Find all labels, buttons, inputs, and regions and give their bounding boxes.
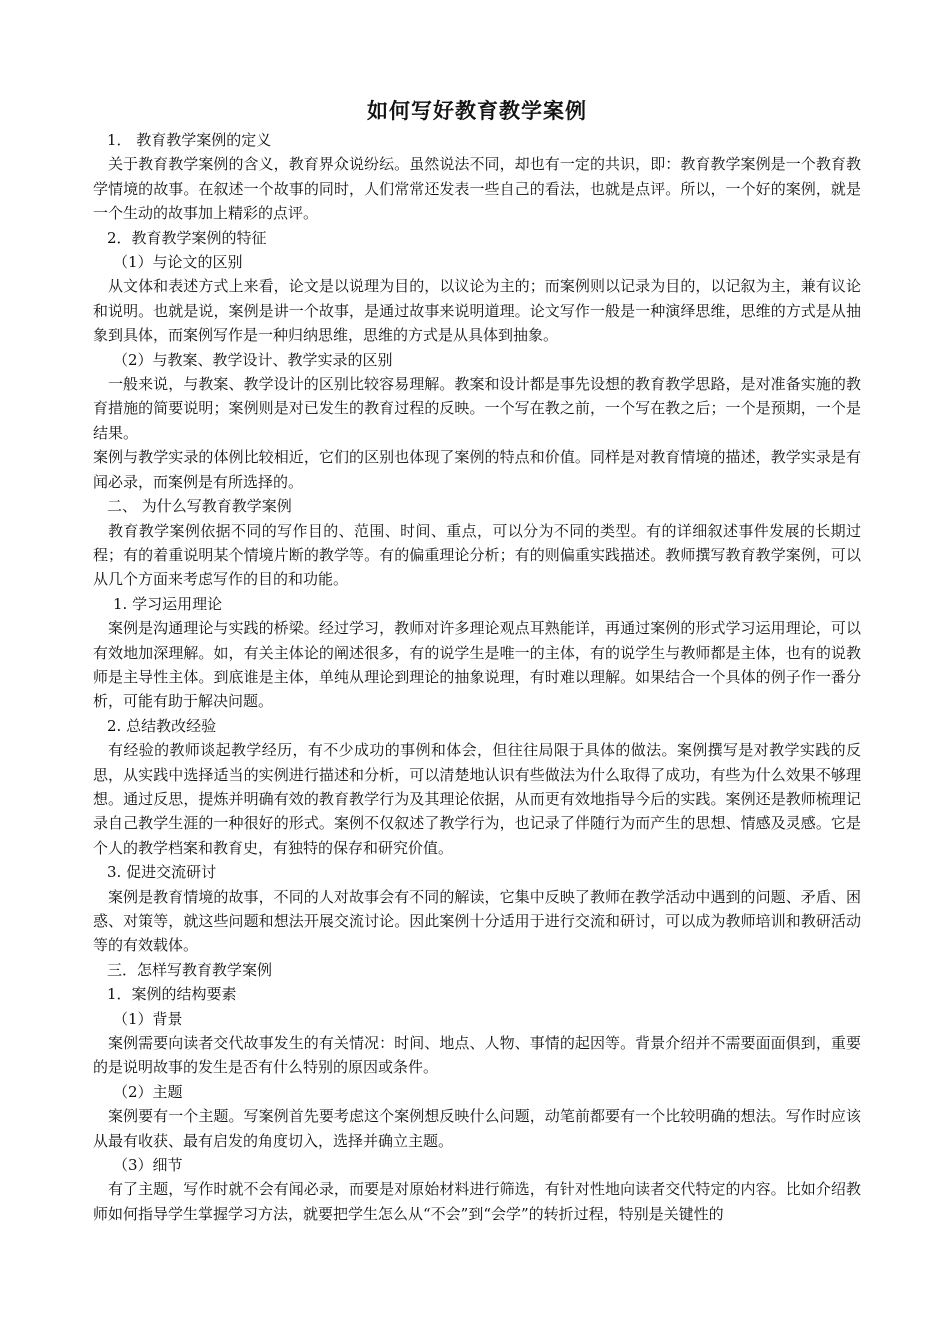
subsection-heading: 1．案例的结构要素 (107, 985, 237, 1004)
paragraph: 有经验的教师谈起教学经历，有不少成功的事例和体会，但往往局限于具体的做法。案例撰写是对教学实践的反思，从实践中选择适当的实例进行描述和分析，可以清楚地认识有些做法为什么取得了成功，有些为什么效果不够理想。通过反思，提炼并明确有效的教育教学行为及其理论依据，从而更有效地指导今后的实践。案例还是教师梳理记录自己教学生涯的一种很好的形式。案例不仅叙述了教学行为，也记录了伴随行为而产生的思想、情感及灵感。它是个人的教学档案和教育史，有独特的保存和研究价值。 (93, 741, 861, 857)
paragraph: 案例要有一个主题。写案例首先要考虑这个案例想反映什么问题，动笔前都要有一个比较明确的想法。写作时应该从最有收获、最有启发的角度切入，选择并确立主题。 (93, 1107, 861, 1150)
subsection-heading: （3）细节 (113, 1156, 183, 1175)
document-page (93, 96, 861, 1226)
subsection-heading: 3. 促进交流研讨 (107, 863, 217, 882)
section-heading: 三．怎样写教育教学案例 (107, 960, 273, 979)
subsection-heading: 1. 学习运用理论 (113, 594, 223, 613)
section-heading: 1． 教育教学案例的定义 (107, 131, 272, 149)
paragraph: 案例是沟通理论与实践的桥梁。经过学习，教师对许多理论观点耳熟能详，再通过案例的形式学习运用理论，可以有效地加深理解。如，有关主体论的阐述很多，有的说学生是唯一的主体，有的说学生与教师都是主体，也有的说教师是主导性主体。到底谁是主体，单纯从理论到理论的抽象说理，有时难以理解。如果结合一个具体的例子作一番分析，可能有助于解决问题。 (93, 619, 861, 711)
paragraph: 从文体和表述方式上来看，论文是以说理为目的，以议论为主的；而案例则以记录为目的，以记叙为主，兼有议论和说明。也就是说，案例是讲一个故事，是通过故事来说明道理。论文写作一般是一种演绎思维，思维的方式是从抽象到具体，而案例写作是一种归纳思维，思维的方式是从具体到抽象。 (93, 277, 861, 345)
paragraph: 教育教学案例依据不同的写作目的、范围、时间、重点，可以分为不同的类型。有的详细叙述事件发展的长期过程；有的着重说明某个情境片断的教学等。有的偏重理论分析；有的则偏重实践描述。教师撰写教育教学案例，可以从几个方面来考虑写作的目的和功能。 (93, 521, 861, 589)
paragraph: 一般来说，与教案、教学设计的区别比较容易理解。教案和设计都是事先设想的教育教学思路，是对准备实施的教育措施的简要说明；案例则是对已发生的教育过程的反映。一个写在教之前，一个写在教之后；一个是预期，一个是结果。 (93, 375, 861, 442)
section-heading: 二、 为什么写教育教学案例 (107, 497, 292, 516)
subsection-heading: （2）主题 (113, 1082, 183, 1101)
paragraph: 案例需要向读者交代故事发生的有关情况：时间、地点、人物、事情的起因等。背景介绍并不需要面面俱到，重要的是说明故事的发生是否有什么特别的原因或条件。 (93, 1034, 861, 1077)
section-heading: 2．教育教学案例的特征 (107, 228, 267, 247)
paragraph: 案例是教育情境的故事，不同的人对故事会有不同的解读，它集中反映了教师在教学活动中遇到的问题、矛盾、困惑、对策等，就这些问题和想法开展交流讨论。因此案例十分适用于进行交流和研讨，可以成为教师培训和教研活动等的有效载体。 (93, 887, 861, 955)
subsection-heading: 2. 总结教改经验 (107, 716, 217, 735)
subsection-heading: （1）与论文的区别 (113, 253, 243, 272)
document-title: 如何写好教育教学案例 (367, 98, 587, 123)
paragraph: 关于教育教学案例的含义，教育界众说纷纭。虽然说法不同，却也有一定的共识，即：教育教学案例是一个教育教学情境的故事。在叙述一个故事的同时，人们常常还发表一些自己的看法，也就是点评。所以，一个好的案例，就是一个生动的故事加上精彩的点评。 (93, 155, 861, 223)
subsection-heading: （2）与教案、教学设计、教学实录的区别 (113, 350, 393, 369)
paragraph: 案例与教学实录的体例比较相近，它们的区别也体现了案例的特点和价值。同样是对教育情境的描述，教学实录是有闻必录，而案例是有所选择的。 (93, 448, 861, 491)
subsection-heading: （1）背景 (113, 1009, 183, 1028)
paragraph: 有了主题，写作时就不会有闻必录，而要是对原始材料进行筛选，有针对性地向读者交代特定的内容。比如介绍教师如何指导学生掌握学习方法，就要把学生怎么从“不会”到“会学”的转折过程，特别是关键性的 (93, 1180, 861, 1223)
